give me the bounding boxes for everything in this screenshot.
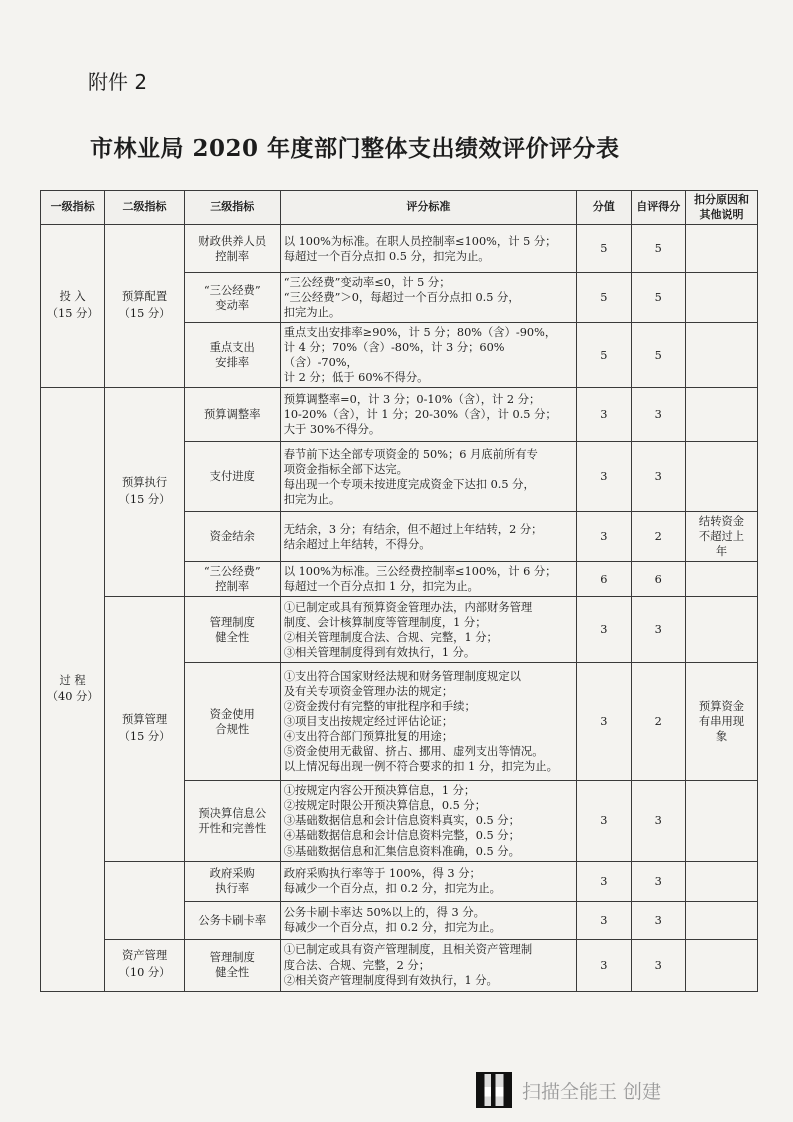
level3-cell [184, 939, 280, 991]
level1-weight: （40 分） [46, 690, 99, 704]
attachment-label: 附件 2 [88, 70, 148, 94]
text-line: 公务卡刷卡率 [198, 913, 267, 927]
score-cell: 3 [577, 781, 631, 861]
text-line: 预算调整率=0，计 3 分；0-10%（含），计 2 分； [283, 393, 541, 407]
self-score-cell: 5 [631, 323, 685, 388]
text-line: “三公经费”＞0，每超过一个百分点扣 0.5 分， [283, 291, 520, 305]
text-line: 每超过一个百分点扣 0.5 分，扣完为止。 [283, 249, 490, 263]
self-score-cell: 3 [631, 901, 685, 939]
score-cell: 3 [577, 512, 631, 562]
qr-code-icon [476, 1072, 512, 1108]
text-line: ①按规定内容公开预决算信息，1 分； [283, 784, 476, 798]
document-title: 市林业局 2020 年度部门整体支出绩效评价评分表 [90, 135, 620, 162]
text-line: 象 [715, 730, 728, 744]
text-line: “三公经费” [203, 565, 261, 579]
self-score-cell: 3 [631, 597, 685, 663]
note-cell [686, 273, 758, 323]
text-line: 有串用现 [698, 715, 745, 729]
level2-name: 预算管理 [121, 713, 168, 727]
text-line: 资金结余 [209, 530, 255, 544]
self-score-cell: 3 [631, 861, 685, 901]
level3-cell [184, 597, 280, 663]
text-line: 财政供养人员 [198, 234, 267, 248]
note-cell [686, 562, 758, 597]
level1-weight: （15 分） [46, 307, 99, 321]
self-score-cell: 2 [631, 663, 685, 781]
score-cell: 3 [577, 939, 631, 991]
text-line: ⑤资金使用无截留、挤占、挪用、虚列支出等情况。 [283, 745, 544, 759]
watermark-text: 扫描全能王 创建 [522, 1080, 662, 1103]
text-line: 管理制度 [209, 951, 255, 964]
criteria-cell [280, 512, 576, 562]
note-cell [686, 939, 758, 991]
self-score-cell: 5 [631, 273, 685, 323]
text-line: ②相关管理制度合法、合规、完整，1 分； [283, 630, 498, 644]
note-cell [686, 388, 758, 442]
level2-weight: （15 分） [118, 493, 171, 507]
level2-weight: （10 分） [118, 966, 171, 980]
note-cell [686, 597, 758, 663]
text-line: 健全性 [215, 630, 250, 644]
self-score-cell: 5 [631, 225, 685, 273]
text-line: 以 100%为标准。三公经费控制率≤100%，计 6 分； [283, 565, 557, 579]
text-line: 预决算信息公 [198, 806, 267, 820]
text-line: ④基础数据信息和会计信息资料完整，0.5 分； [283, 829, 520, 843]
text-line: 开性和完善性 [198, 821, 267, 835]
text-line: 执行率 [215, 882, 250, 896]
criteria-cell [280, 442, 576, 512]
table-row [41, 939, 758, 991]
score-cell: 3 [577, 442, 631, 512]
text-line: 计 4 分；70%（含）-80%，计 3 分；60%（含）-70%， [283, 341, 505, 370]
criteria-cell [280, 225, 576, 273]
col-header-note: 扣分原因和其他说明 [686, 191, 758, 225]
text-line: ③相关管理制度得到有效执行，1 分。 [283, 645, 476, 659]
text-line: 政府采购 [209, 867, 255, 880]
level2-name: 预算执行 [121, 476, 168, 490]
text-line: 及有关专项资金管理办法的规定； [283, 685, 454, 699]
text-line: 控制率 [215, 249, 250, 263]
score-cell: 5 [577, 273, 631, 323]
criteria-cell [280, 562, 576, 597]
criteria-cell [280, 781, 576, 861]
score-cell: 3 [577, 388, 631, 442]
criteria-cell [280, 861, 576, 901]
text-line: 以 100%为标准。在职人员控制率≤100%，计 5 分； [283, 234, 557, 248]
level3-cell [184, 273, 280, 323]
level2-cell [105, 225, 185, 388]
level2-cell [105, 597, 185, 861]
level3-cell [184, 562, 280, 597]
text-line: 以上情况每出现一例不符合要求的扣 1 分，扣完为止。 [283, 760, 558, 774]
text-line: ⑤基础数据信息和汇集信息资料准确，0.5 分。 [283, 844, 520, 858]
text-line: 春节前下达全部专项资金的 50%；6 月底前所有专 [283, 447, 538, 461]
level2-cell [105, 388, 185, 597]
text-line: ①支出符合国家财经法规和财务管理制度规定以 [283, 670, 521, 684]
text-line: 每减少一个百分点，扣 0.2 分，扣完为止。 [283, 921, 501, 935]
level3-cell [184, 663, 280, 781]
table-row [41, 225, 758, 273]
text-line: 合规性 [215, 722, 250, 736]
level3-cell [184, 323, 280, 388]
col-header-level2: 二级指标 [105, 191, 185, 225]
criteria-cell [280, 901, 576, 939]
criteria-cell [280, 273, 576, 323]
text-line: ④支出符合部门预算批复的用途； [283, 730, 454, 744]
score-cell: 5 [577, 225, 631, 273]
level3-cell [184, 901, 280, 939]
col-header-level3: 三级指标 [184, 191, 280, 225]
scoring-table [40, 190, 758, 992]
note-cell [686, 781, 758, 861]
criteria-cell [280, 939, 576, 991]
level2-name: 预算配置 [121, 290, 168, 304]
criteria-cell [280, 597, 576, 663]
col-header-score: 分值 [577, 191, 631, 225]
note-cell [686, 442, 758, 512]
score-cell: 3 [577, 901, 631, 939]
level3-cell [184, 861, 280, 901]
level1-name: 过 程 [59, 673, 86, 687]
text-line: 结转资金 [698, 515, 745, 529]
note-cell [686, 323, 758, 388]
col-header-self-score: 自评得分 [631, 191, 685, 225]
text-line: 不超过上 [698, 530, 745, 544]
text-line: 每减少一个百分点，扣 0.2 分，扣完为止。 [283, 882, 501, 896]
text-line: 每超过一个百分点扣 1 分，扣完为止。 [283, 580, 479, 594]
note-cell [686, 663, 758, 781]
text-line: ③项目支出按规定经过评估论证； [283, 715, 454, 729]
level3-cell [184, 442, 280, 512]
criteria-cell [280, 323, 576, 388]
text-line: 资金使用 [209, 707, 255, 721]
note-cell [686, 901, 758, 939]
text-line: ③基础数据信息和会计信息资料真实，0.5 分； [283, 814, 520, 828]
text-line: 安排率 [215, 356, 250, 370]
text-line: 预算资金 [698, 700, 745, 714]
text-line: ①已制定或具有资产管理制度，且相关资产管理制 [283, 943, 533, 957]
text-line: 结余超过上年结转，不得分。 [283, 537, 431, 551]
self-score-cell: 3 [631, 781, 685, 861]
level2-weight: （15 分） [118, 729, 171, 743]
text-line: 管理制度 [209, 615, 255, 629]
level2-name: 资产管理 [121, 949, 168, 963]
self-score-cell: 3 [631, 939, 685, 991]
text-line: ①已制定或具有预算资金管理办法，内部财务管理 [283, 600, 533, 614]
level1-name: 投 入 [59, 290, 86, 304]
text-line: “三公经费”变动率≤0，计 5 分； [283, 276, 451, 290]
score-cell: 3 [577, 663, 631, 781]
header-row [41, 191, 758, 225]
text-line: 预算调整率 [204, 408, 261, 422]
score-cell: 3 [577, 861, 631, 901]
score-cell: 5 [577, 323, 631, 388]
level3-cell [184, 512, 280, 562]
text-line: 无结余，3 分；有结余，但不超过上年结转，2 分； [283, 522, 543, 536]
text-line: “三公经费” [203, 283, 261, 297]
text-line: 10-20%（含），计 1 分；20-30%（含），计 0.5 分； [283, 408, 557, 422]
text-line: 度合法、合规、完整，2 分； [283, 958, 431, 972]
scanner-watermark [476, 1072, 661, 1108]
text-line: 扣完为止。 [283, 306, 341, 320]
note-cell [686, 512, 758, 562]
text-line: ②资金拨付有完整的审批程序和手续； [283, 700, 476, 714]
level3-cell [184, 225, 280, 273]
level2-cell [105, 861, 185, 939]
text-line: 重点支出 [209, 341, 255, 355]
level2-weight: （15 分） [118, 307, 171, 321]
text-line: 大于 30%不得分。 [283, 423, 381, 437]
level1-cell [41, 388, 105, 991]
score-cell: 6 [577, 562, 631, 597]
text-line: 制度、会计核算制度等管理制度，1 分； [283, 615, 487, 629]
self-score-cell: 3 [631, 442, 685, 512]
table-row [41, 861, 758, 901]
text-line: 公务卡刷卡率达 50%以上的，得 3 分。 [283, 906, 485, 919]
self-score-cell: 6 [631, 562, 685, 597]
text-line: 支付进度 [209, 470, 255, 484]
table-row [41, 388, 758, 442]
self-score-cell: 3 [631, 388, 685, 442]
text-line: 控制率 [215, 580, 250, 594]
note-cell [686, 225, 758, 273]
table-row [41, 597, 758, 663]
level3-cell [184, 781, 280, 861]
note-cell [686, 861, 758, 901]
text-line: 每出现一个专项未按进度完成资金下达扣 0.5 分， [283, 477, 535, 491]
level1-cell [41, 225, 105, 388]
self-score-cell: 2 [631, 512, 685, 562]
level3-cell [184, 388, 280, 442]
text-line: 扣完为止。 [283, 492, 341, 506]
criteria-cell [280, 388, 576, 442]
text-line: 计 2 分；低于 60%不得分。 [283, 371, 429, 385]
text-line: ②按规定时限公开预决算信息，0.5 分； [283, 799, 486, 813]
text-line: 项资金指标全部下达完。 [283, 462, 408, 476]
text-line: 健全性 [215, 966, 250, 980]
level2-cell [105, 939, 185, 991]
col-header-level1: 一级指标 [41, 191, 105, 225]
score-cell: 3 [577, 597, 631, 663]
col-header-criteria: 评分标准 [280, 191, 576, 225]
criteria-cell [280, 663, 576, 781]
text-line: ②相关资产管理制度得到有效执行，1 分。 [283, 973, 498, 987]
text-line: 年 [715, 545, 728, 559]
text-line: 重点支出安排率≥90%，计 5 分；80%（含）-90%， [283, 326, 557, 340]
text-line: 变动率 [215, 298, 250, 312]
text-line: 政府采购执行率等于 100%，得 3 分； [283, 867, 481, 880]
